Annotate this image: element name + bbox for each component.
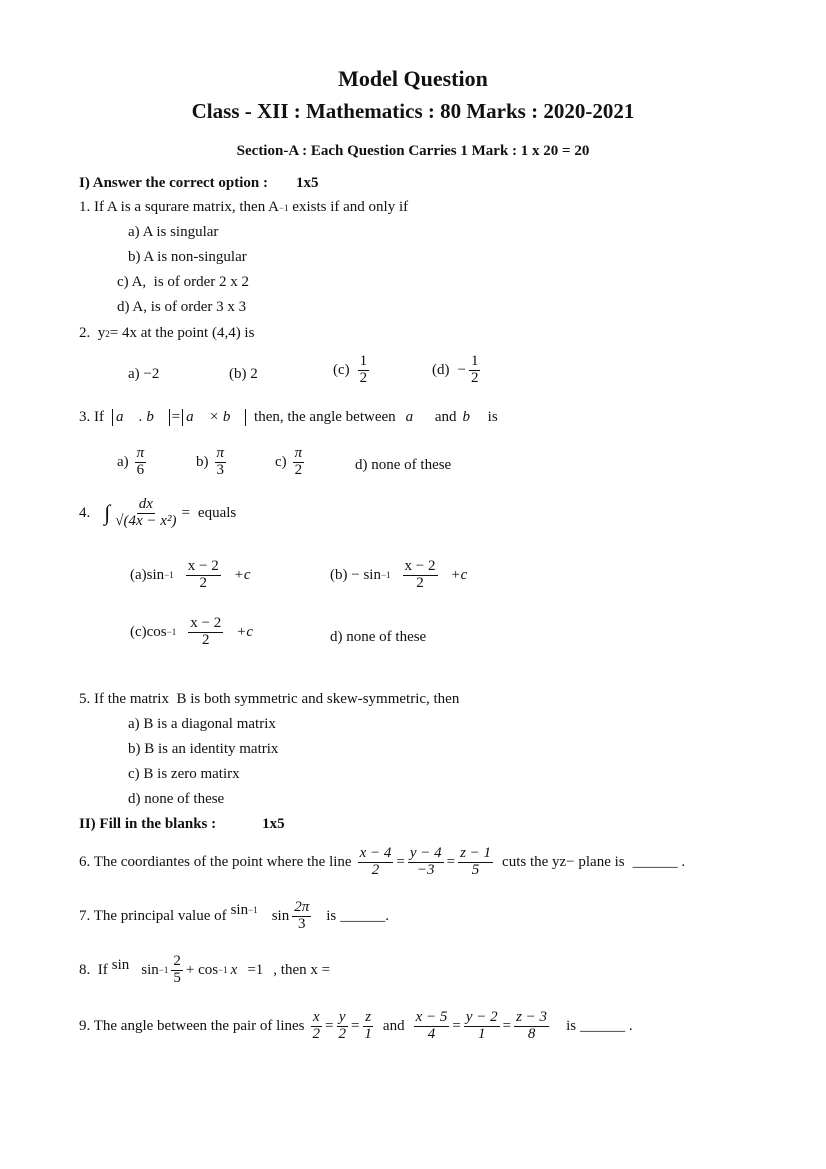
inverse-sup: −1 <box>218 965 228 976</box>
numerator: x − 2 <box>404 558 436 574</box>
q2-option-c-label: (c) <box>333 361 350 378</box>
q8-text: 8. If <box>79 961 108 978</box>
fraction <box>292 900 311 933</box>
numerator: x <box>312 1009 320 1025</box>
is-text: is <box>566 1017 577 1034</box>
fraction <box>358 354 370 387</box>
numerator: x − 2 <box>190 615 222 631</box>
fraction <box>514 1010 549 1043</box>
denominator: 2 <box>312 1025 320 1042</box>
sin: sin <box>271 907 290 924</box>
fraction <box>336 1010 348 1043</box>
fraction <box>362 1010 374 1043</box>
fraction <box>215 446 227 479</box>
numerator: x − 5 <box>415 1009 448 1025</box>
option-label: a) <box>117 453 129 470</box>
numerator: x − 2 <box>187 558 219 574</box>
section-heading: Section-A : Each Question Carries 1 Mark : 1 x 20 = 20 <box>236 143 590 159</box>
fraction <box>403 559 438 592</box>
q1-text: 1. If A is a squrare matrix, then A <box>79 199 279 215</box>
option-text: (c)cos <box>130 623 167 640</box>
and-text: and <box>382 1017 405 1034</box>
page-subtitle: Class - XII : Mathematics : 80 Marks : 2020-2021 <box>191 99 635 123</box>
q2-text: 2. y <box>79 325 106 341</box>
question-3 <box>79 409 498 426</box>
numerator: y <box>338 1009 346 1025</box>
inverse-sup: −1 <box>166 627 177 638</box>
q2-option-d <box>432 354 483 387</box>
part1-marks: 1x5 <box>296 175 319 191</box>
dot-product: a⃗ . b⃗ <box>112 409 170 426</box>
numerator: y − 2 <box>465 1009 498 1025</box>
numerator: z − 1 <box>460 845 492 861</box>
q1-option-d: d) A, is of order 3 x 3 <box>117 299 247 315</box>
option-text: (b) − sin <box>330 566 381 583</box>
sin: sin <box>111 956 130 973</box>
part2-marks: 1x5 <box>262 816 285 832</box>
numerator: 2 <box>173 953 181 969</box>
part1-heading <box>79 175 319 192</box>
fraction <box>469 354 481 387</box>
q2-text-end: = 4x at the point (4,4) is <box>109 325 255 341</box>
denominator: 6 <box>136 461 145 478</box>
part1-label: I) Answer the correct option : <box>79 175 268 191</box>
q5-option-c: c) B is zero matirx <box>128 766 240 782</box>
denominator: 2 <box>294 461 303 478</box>
denominator: 5 <box>471 861 480 878</box>
denominator: 2 <box>416 574 424 591</box>
fraction <box>358 846 394 879</box>
q2-option-d-label: (d) <box>432 361 450 378</box>
plus-c: +c <box>450 566 468 583</box>
is-text: is <box>326 907 337 924</box>
equals-sign: = <box>350 1017 360 1034</box>
q5-option-d: d) none of these <box>128 791 225 807</box>
q1-option-a: a) A is singular <box>128 224 219 240</box>
part2-label: II) Fill in the blanks : <box>79 816 217 832</box>
denominator: 2 <box>359 369 368 386</box>
sin-inverse: sin <box>230 901 249 918</box>
page-title: Model Question <box>338 66 488 91</box>
equals-sign: = <box>181 504 190 521</box>
question-2 <box>79 325 254 342</box>
q2-sup: 2 <box>105 328 110 339</box>
q1-option-c: c) A, is of order 2 x 2 <box>117 274 250 290</box>
denominator: 1 <box>364 1025 372 1042</box>
q4-text: equals <box>197 504 237 521</box>
question-7 <box>79 900 389 933</box>
question-6 <box>79 846 685 879</box>
fraction <box>135 446 147 479</box>
inverse-sup: −1 <box>248 905 258 916</box>
numerator: dx <box>138 496 153 512</box>
denominator: 2 <box>371 861 380 878</box>
inverse-sup: −1 <box>380 570 391 581</box>
plus-c: +c <box>233 566 251 583</box>
numerator: π <box>294 445 303 461</box>
part2-heading <box>79 816 285 833</box>
fraction <box>188 616 223 649</box>
fraction <box>458 846 493 879</box>
numerator: 2π <box>294 899 310 915</box>
cross-product: a⃗ × b⃗ <box>182 409 246 426</box>
q4-option-b <box>330 559 467 592</box>
option-label: c) <box>275 453 287 470</box>
fraction <box>414 1010 450 1043</box>
q5-option-a: a) B is a diagonal matrix <box>128 716 276 732</box>
numerator: x − 4 <box>359 845 392 861</box>
fraction <box>293 446 305 479</box>
question-4 <box>79 497 236 530</box>
inverse-sup: −1 <box>158 965 169 976</box>
q2-option-c <box>333 354 372 387</box>
denominator: 2 <box>470 369 479 386</box>
is-text: is <box>487 409 498 425</box>
minus: − <box>457 361 466 378</box>
equals-sign: = <box>324 1017 334 1034</box>
q3-option-d: d) none of these <box>355 457 452 473</box>
fraction <box>186 559 221 592</box>
plus-c: +c <box>236 623 253 640</box>
question-8 <box>79 954 330 987</box>
denominator: 1 <box>477 1025 486 1042</box>
q7-text: 7. The principal value of <box>79 907 227 924</box>
denominator: 2 <box>199 574 207 591</box>
denominator: 8 <box>527 1025 536 1042</box>
q6-text-end: cuts the yz− plane is <box>502 853 625 870</box>
question-9 <box>79 1010 633 1043</box>
q3-option-a <box>117 446 149 479</box>
q4-option-c <box>130 616 253 649</box>
numerator: π <box>136 445 145 461</box>
q5-option-b: b) B is an identity matrix <box>128 741 279 757</box>
fraction <box>408 846 444 879</box>
q2-option-b: (b) 2 <box>229 366 258 382</box>
denominator: 2 <box>201 631 210 648</box>
equals-one: =1 <box>247 961 264 978</box>
answer-blank: ______. <box>340 907 389 924</box>
equals-sign: = <box>452 1017 461 1034</box>
denominator: 3 <box>297 915 306 932</box>
equals-sign: = <box>502 1017 512 1034</box>
equals-sign: = <box>446 853 456 870</box>
q9-text: 9. The angle between the pair of lines <box>79 1017 305 1034</box>
q4-number: 4. <box>79 504 91 521</box>
denominator: −3 <box>416 861 435 878</box>
q1-text-end: exists if and only if <box>288 199 409 215</box>
fraction <box>310 1010 322 1043</box>
denominator: 5 <box>173 969 181 986</box>
equals-sign: = <box>396 853 405 870</box>
numerator: 1 <box>359 353 368 369</box>
q3-option-c <box>275 446 307 479</box>
q2-option-a: a) −2 <box>128 366 160 382</box>
question-5: 5. If the matrix B is both symmetric and skew-symmetric, then <box>79 691 460 707</box>
answer-blank: ______ . <box>632 853 686 870</box>
equals-sign: = <box>171 409 181 425</box>
q1-sup: −1 <box>278 202 289 213</box>
q4-option-a <box>130 559 250 592</box>
fraction <box>113 497 178 530</box>
inverse-sup: −1 <box>164 570 174 581</box>
numerator: z <box>365 1009 372 1025</box>
numerator: y − 4 <box>409 845 442 861</box>
q6-text: 6. The coordiantes of the point where the line <box>79 853 352 870</box>
fraction <box>464 1010 500 1043</box>
plus-cos: + cos <box>185 961 219 978</box>
integral-sign: ∫ <box>104 500 111 526</box>
and-text: and <box>434 409 457 425</box>
denominator: √(4x − x²) <box>115 512 177 529</box>
option-text: (a)sin <box>130 566 165 583</box>
answer-blank: ______ . <box>580 1017 633 1034</box>
q3-text-mid: then, the angle between <box>254 409 396 425</box>
q3-option-b <box>196 446 229 479</box>
fraction <box>171 954 183 987</box>
variable-x: x <box>230 961 238 978</box>
q1-option-b: b) A is non-singular <box>128 249 247 265</box>
vector-a: a⃗ <box>405 409 425 425</box>
numerator: z − 3 <box>516 1009 548 1025</box>
denominator: 3 <box>216 461 224 478</box>
q8-text-end: , then x = <box>273 961 331 978</box>
option-label: b) <box>196 453 209 470</box>
denominator: 2 <box>338 1025 346 1042</box>
q3-text: 3. If <box>79 409 104 425</box>
numerator: 1 <box>470 353 479 369</box>
vector-b: b⃗ <box>462 409 482 425</box>
denominator: 4 <box>427 1025 436 1042</box>
question-1 <box>79 199 408 216</box>
numerator: π <box>216 445 225 461</box>
sin-inverse: sin <box>141 961 159 978</box>
q4-option-d: d) none of these <box>330 629 427 645</box>
